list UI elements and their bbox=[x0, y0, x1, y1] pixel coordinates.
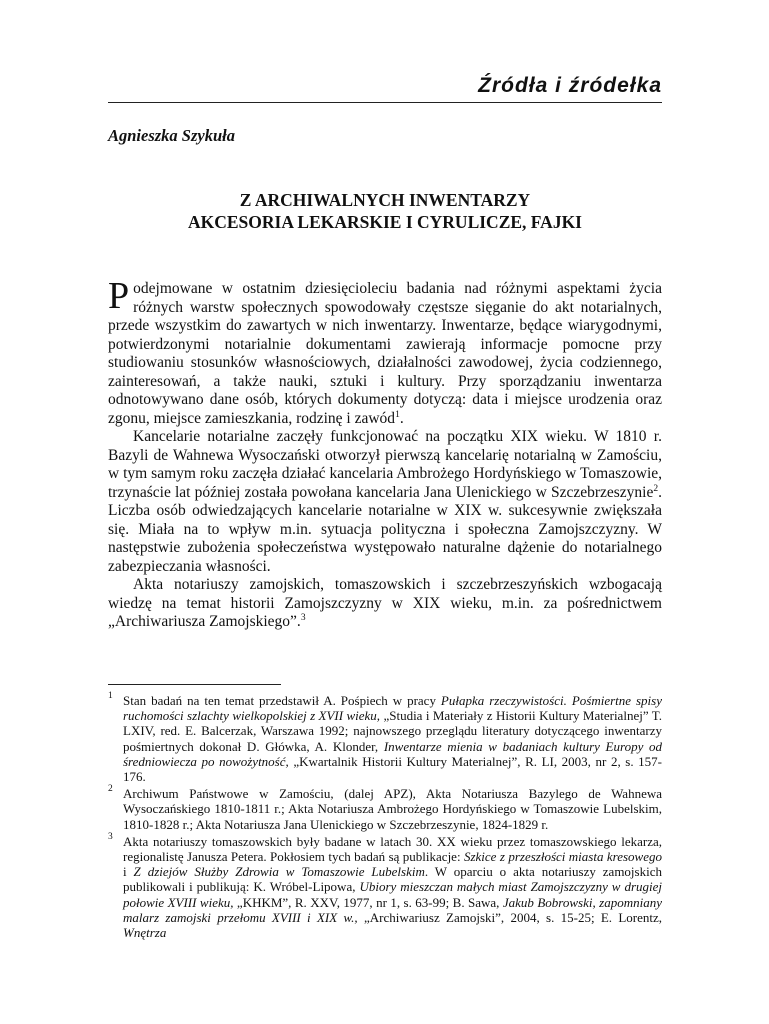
paragraph-2 bbox=[108, 428, 662, 576]
paragraph-2-text: Kancelarie notarialne zaczęły funkcjonować na początku XIX wieku. W 1810 r. Bazyli de Wahnewa Wysoczański otworzył pierwszą kancelarię notarialną w Zamościu, w tym samym roku zaczęła działać kancelaria Ambrożego Hordyńskiego w Tomaszowie, trzynaście lat później została powołana kancelaria Jana Ulenickiego w Szczebrzeszynie bbox=[108, 428, 662, 501]
drop-cap: P bbox=[108, 275, 130, 317]
footnote-2 bbox=[108, 786, 662, 832]
footnote-ref-2: 2 bbox=[653, 483, 659, 494]
footnote-3-text-2: i bbox=[123, 864, 134, 880]
article-title bbox=[108, 189, 662, 233]
footnote-1-mark: 1 bbox=[108, 691, 113, 701]
article-body bbox=[108, 275, 662, 632]
footnote-3-text-4: „KHKM”, R. XXV, 1977, nr 1, s. 63-99; B. Sawa, bbox=[233, 894, 503, 910]
title-line-2: AKCESORIA LEKARSKIE I CYRULICZE, FAJKI bbox=[188, 212, 582, 232]
footnote-3-mark: 3 bbox=[108, 831, 113, 842]
paragraph-3-text: Akta notariuszy zamojskich, tomaszowskich i szczebrzeszyńskich wzbogacają wiedzę na temat historii Zamojszczyzny w XIX wieku, m.in. za pośrednictwem „Archiwariusza Zamojskiego”. bbox=[108, 576, 662, 630]
footnote-3-text: Akta notariuszy tomaszowskich były badane w latach 30. XX wieku przez tomaszowskiego lekarza, regionalistę Janusza Petera. Pokłosiem tych badań są publikacje: bbox=[123, 833, 662, 865]
footnote-1-title: Pułapka rzeczywistości. Pośmiertne spisy ruchomości szlachty wielkopolskiej z XVII wieku, bbox=[123, 693, 662, 724]
footnote-1-text-3: „Kwartalnik Historii Kultury Materialnej”, R. LI, 2003, nr 2, s. 157-176. bbox=[123, 753, 663, 785]
paragraph-1-text: odejmowane w ostatnim dziesięcioleciu badania nad różnymi aspektami życia różnych warstw społecznych spowodowały częstsze sięganie do akt notarialnych, przede wszystkim do zawartych w nich inwentarzy. Inwentarze, będące wiarygodnymi, potwierdzonymi notarialnie dokumentami zawierają informacje pomocne przy studiowaniu stosunków własnościowych, działalności zawodowej, życia codziennego, zainteresowań, a także nauki, sztuki i kultury. Przy sporządzaniu inwentarza odnotowywano dane osób, których dokumenty dotyczą: data i miejsce urodzenia oraz zgonu, miejsce zamieszkania, rodzinę i zawód bbox=[108, 280, 662, 427]
paragraph-1 bbox=[108, 275, 662, 428]
footnote-3-title-5: Wnętrza bbox=[123, 925, 167, 941]
footnote-separator bbox=[108, 684, 281, 685]
paragraph-1-end: . bbox=[399, 409, 404, 427]
footnote-3-title-3: Ubiory mieszczan małych miast Zamojszczyzny w drugiej połowie XVIII wieku, bbox=[123, 879, 662, 910]
footnotes bbox=[108, 693, 662, 942]
paragraph-2-rest: . Liczba osób odwiedzających kancelarie notarialne w XIX w. sukcesywnie zwiększała się. Miała na to wpływ m.in. sytuacja polityczna i społeczna Zamojszczyzny. W następstwie zubożenia społeczeństwa występowało naturalne dążenie do notarialnego zabezpieczania własności. bbox=[108, 483, 662, 575]
header-rule bbox=[108, 102, 662, 103]
footnote-2-mark: 2 bbox=[108, 784, 113, 795]
footnote-1-text-2: „Studia i Materiały z Historii Kultury Materialnej” T. LXIV, red. E. Balcerzak, Warszawa 1992; najnowszego przeglądu literatury dotyczącego inwentarzy pośmiertnych dokonał D. Główka, A. Klonder, bbox=[123, 708, 662, 754]
footnote-1 bbox=[108, 693, 662, 784]
author-name: Agnieszka Szykuła bbox=[108, 126, 235, 145]
footnote-3-title-1: Szkice z przeszłości miasta kresowego bbox=[463, 849, 662, 865]
footnote-3-text-5: „Archiwariusz Zamojski”, 2004, s. 15-25; E. Lorentz, bbox=[357, 909, 663, 925]
title-line-1: Z ARCHIWALNYCH INWENTARZY bbox=[239, 190, 531, 210]
section-header: Źródła i źródełka bbox=[478, 74, 662, 97]
footnote-3-title-2: Z dziejów Służby Zdrowia w Tomaszowie Lubelskim bbox=[133, 864, 425, 880]
paragraph-3 bbox=[108, 576, 662, 632]
footnote-3 bbox=[108, 831, 663, 941]
footnote-1-title-2: Inwentarze mienia w badaniach kultury Europy od średniowiecza po nowożytność, bbox=[123, 738, 662, 769]
footnote-3-title-4: Jakub Bobrowski, zapomniany malarz zamojski przełomu XVIII i XIX w., bbox=[123, 894, 662, 925]
footnote-ref-1: 1 bbox=[395, 409, 400, 420]
footnote-ref-3: 3 bbox=[300, 613, 306, 623]
footnote-3-text-3: . W oparciu o akta notariuszy zamojskich publikowali i publikują: K. Wróbel-Lipowa, bbox=[123, 864, 662, 895]
footnote-2-text: Archiwum Państwowe w Zamościu, (dalej APZ), Akta Notariusza Bazylego de Wahnewa Wysoczańskiego 1810-1811 r.; Akta Notariusza Ambrożego Hordyńskiego w Tomaszowie Lubelskim, 1810-1828 r.; Akta Notariusza Jana Ulenickiego w Szczebrzeszynie, 1824-1829 r. bbox=[123, 786, 662, 832]
footnote-1-text: Stan badań na ten temat przedstawił A. Pośpiech w pracy bbox=[123, 693, 441, 708]
